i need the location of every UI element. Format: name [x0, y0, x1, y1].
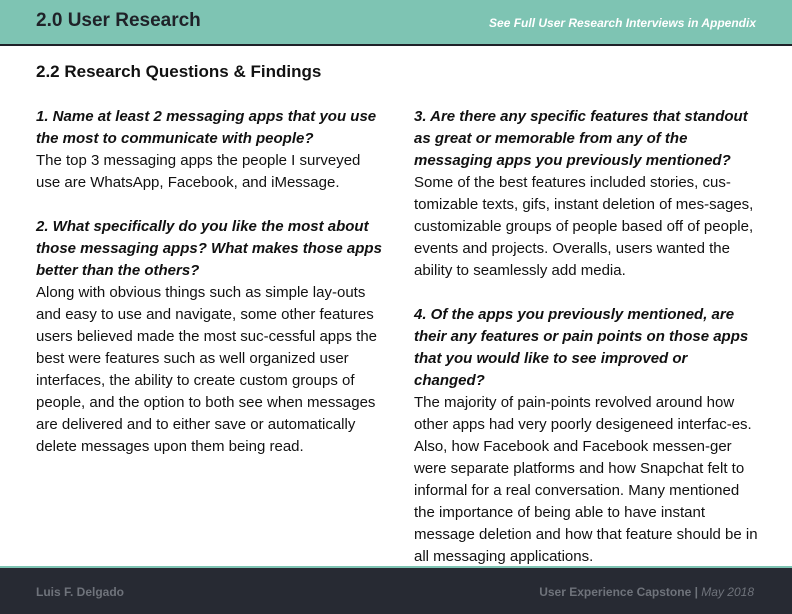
course-name: User Experience Capstone | — [539, 585, 702, 599]
question-2: 2. What specifically do you like the most about those messaging apps? What makes those apps better than the others? — [36, 218, 382, 279]
appendix-reference: See Full User Research Interviews in Appendix — [489, 16, 756, 30]
course-info — [539, 585, 754, 599]
page-header — [0, 0, 792, 46]
right-column — [414, 106, 760, 590]
question-1: 1. Name at least 2 messaging apps that you use the most to communicate with people? — [36, 108, 377, 147]
answer-1: The top 3 messaging apps the people I surveyed use are WhatsApp, Facebook, and iMessage. — [36, 152, 361, 191]
answer-2: Along with obvious things such as simple lay-outs and easy to use and navigate, some other features users believed made the most suc-cessful apps the best were features such as well organized user interfaces, the ability to create custom groups of people, and the option to both see when messages are delivered and to either save or automatically delete messages upon them being read. — [36, 284, 378, 455]
left-column — [36, 106, 382, 480]
page-footer — [0, 566, 792, 614]
qa-item-1 — [36, 106, 382, 194]
question-4: 4. Of the apps you previously mentioned, are their any features or pain points on those apps that you would like to see improved or changed? — [414, 306, 749, 389]
answer-3: Some of the best features included stories, cus-tomizable texts, gifs, instant deletion of mes-sages, customizable groups of people based off of people, events and projects. Overalls, users wanted the ability to seamlessly add media. — [414, 174, 754, 279]
qa-item-2 — [36, 216, 382, 458]
question-3: 3. Are there any specific features that standout as great or memorable from any of the messaging apps you previously mentioned? — [414, 108, 748, 169]
course-date: May 2018 — [701, 585, 754, 599]
answer-4: The majority of pain-points revolved around how other apps had very poorly desigeneed interfac-es. Also, how Facebook and Facebook messen-ger were separate platforms and how Snapchat felt to informal for a real conversation. Many mentioned the importance of being able to have instant message deletion and how that feature should be in all messaging applications. — [414, 394, 758, 565]
qa-item-4 — [414, 304, 760, 568]
section-title: 2.2 Research Questions & Findings — [36, 62, 322, 81]
author-name: Luis F. Delgado — [36, 585, 125, 599]
qa-item-3 — [414, 106, 760, 282]
chapter-title: 2.0 User Research — [36, 10, 201, 31]
